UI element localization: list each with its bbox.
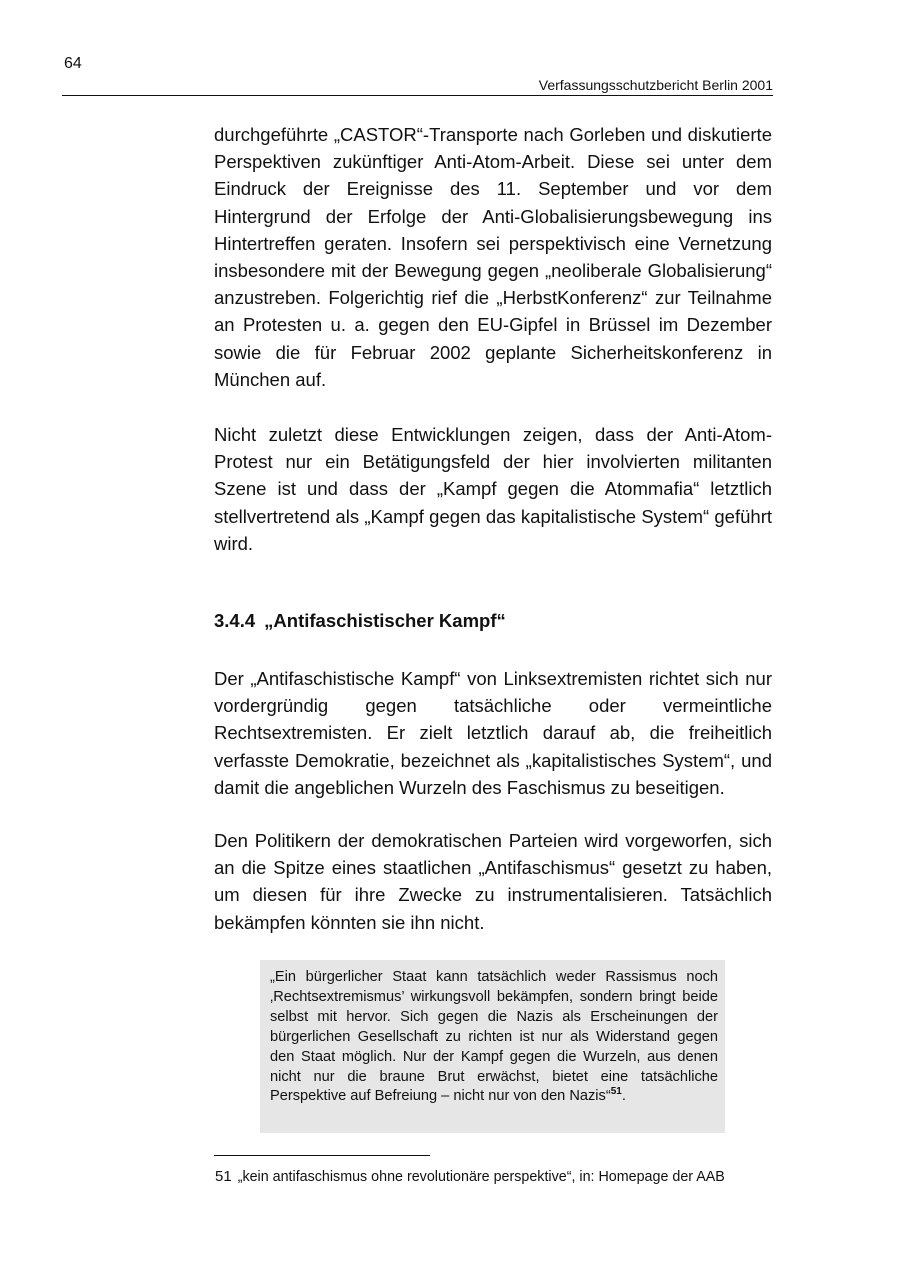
section-title: „Antifaschistischer Kampf“ bbox=[264, 610, 506, 631]
body-paragraph-3: Der „Antifaschistische Kampf“ von Linksextremisten richtet sich nur vordergründig gegen tatsächliche oder vermeintliche Rechtsextremisten. Er zielt letztlich darauf ab, die freiheitlich verfasste Demokratie, bezeichnet als „kapitalistisches System“, und damit die angeblichen Wurzeln des Faschismus zu beseitigen. bbox=[214, 668, 772, 798]
running-header: Verfassungsschutzbericht Berlin 2001 bbox=[538, 77, 773, 93]
header-rule bbox=[62, 95, 773, 96]
footnote-rule bbox=[214, 1155, 430, 1156]
quote-end-period: . bbox=[621, 1088, 626, 1105]
body-paragraph-4: Den Politikern der demokratischen Parteien wird vorgeworfen, sich an die Spitze eines staatlichen „Antifaschismus“ gesetzt zu haben, um diesen für ihre Zwecke zu instrumentalisieren. Tatsächlich bekämpfen könnten sie ihn nicht. bbox=[214, 830, 772, 933]
footnote-reference[interactable]: 51 bbox=[610, 1086, 622, 1098]
quote-box bbox=[260, 960, 725, 1133]
quote-body: „Ein bürgerlicher Staat kann tatsächlich weder Rassismus noch ‚Rechtsextremismus’ wirkungsvoll bekämpfen, sondern bringt beide selbst mit hervor. Sich gegen die Nazis als Erscheinungen der bürgerlichen Gesellschaft zu richten ist nur als Widerstand gegen den Staat möglich. Nur der Kampf gegen die Wurzeln, aus denen nicht nur die braune Brut erwächst, bietet eine tatsächliche Perspektive auf Befreiung – nicht nur von den Nazis“ bbox=[270, 969, 718, 1105]
footnote-number: 51 bbox=[215, 1168, 232, 1185]
footnote-text: „kein antifaschismus ohne revolutionäre perspektive“, in: Homepage der AAB bbox=[237, 1169, 725, 1185]
quote-text bbox=[270, 968, 718, 1107]
page-number: 64 bbox=[64, 55, 82, 72]
footnote bbox=[215, 1168, 725, 1185]
section-number: 3.4.4 bbox=[214, 610, 256, 631]
body-paragraph-1: durchgeführte „CASTOR“-Transporte nach Gorleben und diskutierte Perspektiven zukünftiger Anti-Atom-Arbeit. Diese sei unter dem Eindruck der Ereignisse des 11. September und vor dem Hintergrund der Erfolge der Anti-Globalisierungsbewegung ins Hintertreffen geraten. Insofern sei perspektivisch eine Vernetzung insbesondere mit der Bewegung gegen „neoliberale Globalisierung“ anzustreben. Folgerichtig rief die „HerbstKonferenz“ zur Teilnahme an Protesten u. a. gegen den EU-Gipfel in Brüssel im Dezember sowie die für Februar 2002 geplante Sicherheitskonferenz in München auf. bbox=[214, 124, 772, 390]
body-paragraph-2: Nicht zuletzt diese Entwicklungen zeigen, dass der Anti-Atom-Protest nur ein Betätigungsfeld der hier involvierten militanten Szene ist und dass der „Kampf gegen die Atommafia“ letztlich stellvertretend als „Kampf gegen das kapitalistische System“ geführt wird. bbox=[214, 424, 772, 554]
section-heading bbox=[214, 610, 506, 632]
